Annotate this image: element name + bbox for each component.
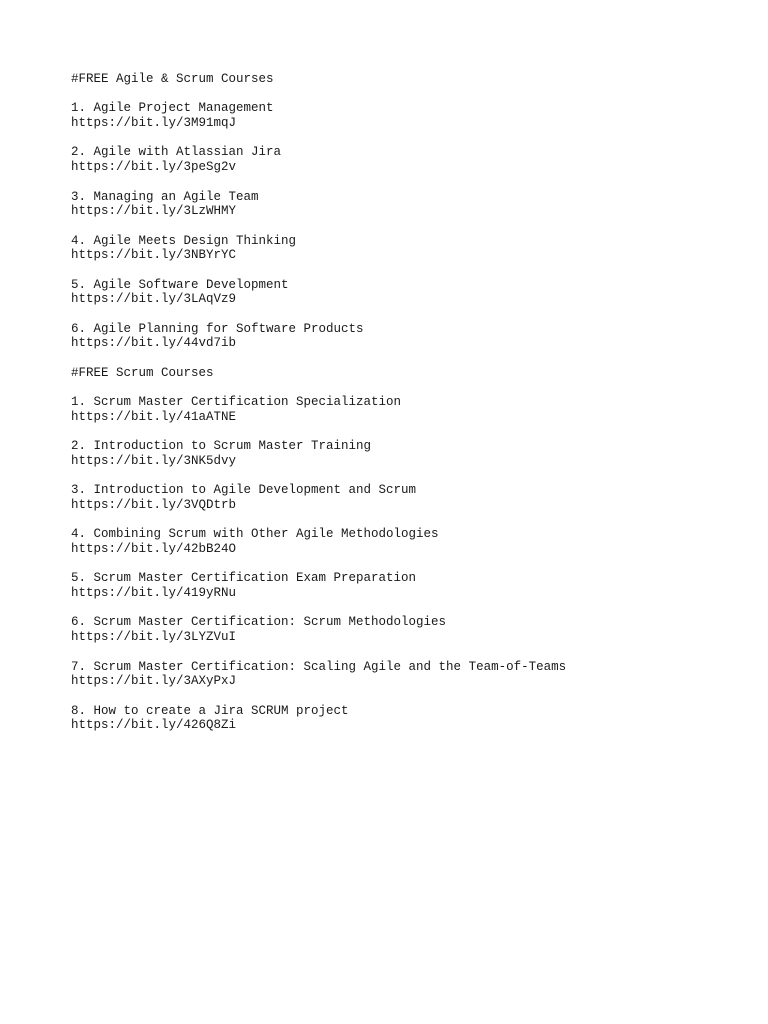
course-title: 2. Introduction to Scrum Master Training <box>71 439 372 454</box>
course-title: 5. Scrum Master Certification Exam Preparation <box>71 571 417 586</box>
course-link[interactable]: https://bit.ly/3LYZVuI <box>71 630 237 645</box>
section-heading-agile-scrum: #FREE Agile & Scrum Courses <box>71 72 274 86</box>
course-title: 1. Agile Project Management <box>71 101 274 116</box>
course-link[interactable]: https://bit.ly/419yRNu <box>71 586 237 601</box>
course-link[interactable]: https://bit.ly/41aATNE <box>71 409 237 424</box>
course-link[interactable]: https://bit.ly/3AXyPxJ <box>71 674 237 689</box>
course-link[interactable]: https://bit.ly/426Q8Zi <box>71 718 237 733</box>
course-link[interactable]: https://bit.ly/42bB24O <box>71 542 237 556</box>
course-link[interactable]: https://bit.ly/44vd7ib <box>71 336 237 351</box>
course-link[interactable]: https://bit.ly/3NBYrYC <box>71 248 237 263</box>
course-link[interactable]: https://bit.ly/3LzWHMY <box>71 204 237 219</box>
course-title: 3. Managing an Agile Team <box>71 189 259 204</box>
course-title: 2. Agile with Atlassian Jira <box>71 145 282 160</box>
course-link[interactable]: https://bit.ly/3VQDtrb <box>71 497 237 512</box>
course-link[interactable]: https://bit.ly/3LAqVz9 <box>71 292 237 307</box>
course-link[interactable]: https://bit.ly/3NK5dvy <box>71 453 237 468</box>
course-link[interactable]: https://bit.ly/3M91mqJ <box>71 116 237 131</box>
document-page <box>71 72 731 733</box>
section-heading-scrum: #FREE Scrum Courses <box>71 365 214 380</box>
course-title: 1. Scrum Master Certification Specialization <box>71 395 402 410</box>
course-title: 4. Combining Scrum with Other Agile Methodologies <box>71 527 439 542</box>
course-title: 3. Introduction to Agile Development and Scrum <box>71 483 417 498</box>
course-title: 8. How to create a Jira SCRUM project <box>71 703 349 718</box>
course-title: 6. Agile Planning for Software Products <box>71 321 364 336</box>
course-link[interactable]: https://bit.ly/3peSg2v <box>71 160 237 175</box>
course-title: 4. Agile Meets Design Thinking <box>71 233 297 248</box>
course-title: 6. Scrum Master Certification: Scrum Methodologies <box>71 615 447 630</box>
course-title: 7. Scrum Master Certification: Scaling Agile and the Team-of-Teams <box>71 659 567 674</box>
course-title: 5. Agile Software Development <box>71 277 289 292</box>
